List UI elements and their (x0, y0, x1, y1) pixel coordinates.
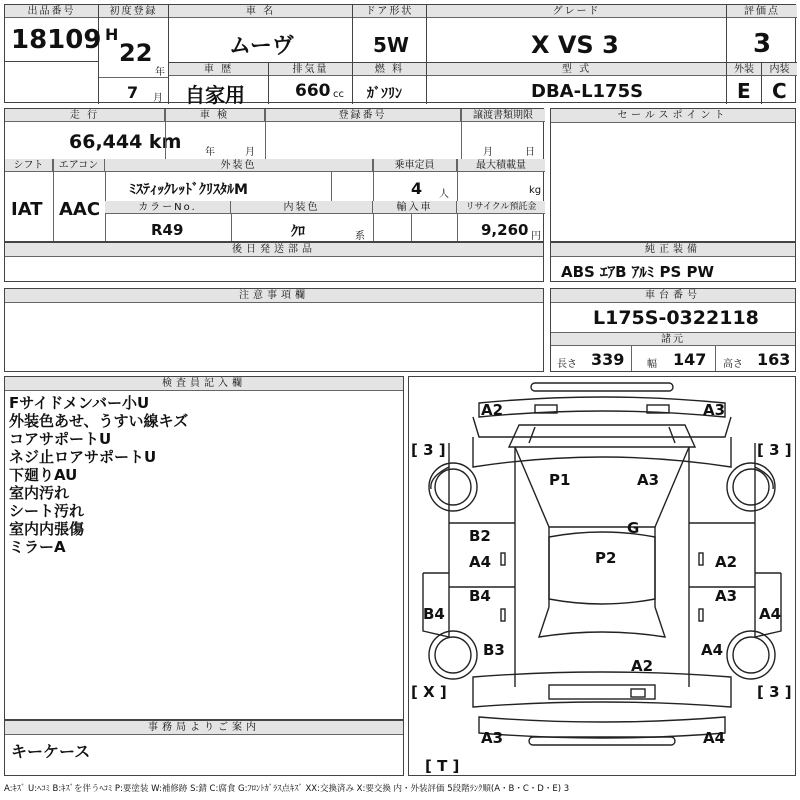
damage-bottom: [ T ] (425, 757, 460, 775)
equipment-label: 純正装備 (551, 243, 795, 257)
damage-a4-right: A4 (701, 641, 724, 659)
dims-label: 諸元 (551, 332, 795, 346)
remark-item: 室内汚れ (9, 484, 70, 502)
transfer-month-unit: 月 (483, 147, 493, 158)
damage-wheel-rr: [ 3 ] (757, 683, 792, 701)
int-grade-label: 内装 (762, 63, 797, 76)
import-label: 輸入車 (373, 201, 457, 214)
remark-item: Fサイドメンバー小U (9, 394, 150, 412)
colorno-label: カラーNo. (105, 201, 231, 214)
damage-wheel-rl: [ X ] (411, 683, 447, 701)
equipment: ABS ｴｱB ｱﾙﾐ PS PW (561, 263, 715, 281)
reg-month: 7 (127, 83, 139, 102)
history: 自家用 (185, 83, 245, 107)
regnum-label: 登録番号 (265, 109, 461, 122)
damage-wheel-fr: [ 3 ] (757, 441, 792, 459)
door-type: 5W (373, 33, 409, 57)
recycle-fee: 9,260 (481, 221, 529, 239)
height: 163 (757, 350, 791, 369)
chassis-box (550, 288, 796, 372)
interior-label: 内装色 (231, 201, 373, 214)
damage-a3-roof: A3 (637, 471, 660, 489)
chassis-number: L175S-0322118 (593, 307, 759, 329)
notes-label: 注意事項欄 (5, 289, 543, 303)
vehicle-detail-table (4, 108, 544, 242)
shift: IAT (11, 199, 43, 220)
sales-point-label: セールスポイント (551, 109, 795, 123)
color: ﾐｽﾃｨｯｸﾚｯﾄﾞｸﾘｽﾀﾙM (129, 182, 248, 198)
transfer-label: 譲渡書類期限 (461, 109, 545, 122)
remark-item: シート汚れ (9, 502, 85, 520)
door-label: ドア形状 (353, 5, 426, 18)
damage-front-left: A2 (481, 401, 504, 419)
color-label: 外装色 (105, 159, 373, 172)
remark-item: 外装色あせ、うすい線キズ (9, 412, 189, 430)
office-box (4, 720, 404, 776)
length: 339 (591, 350, 625, 369)
damage-a2-right: A2 (715, 553, 738, 571)
later-parts-label: 後日発送部品 (5, 243, 543, 257)
fuel: ｶﾞｿﾘﾝ (367, 86, 402, 102)
height-label: 高さ (723, 359, 743, 370)
chassis-label: 車台番号 (551, 289, 795, 303)
capacity-unit: 人 (439, 189, 449, 200)
ext-grade-label: 外装 (727, 63, 761, 76)
recycle-label: リサイクル預託金 (457, 201, 545, 214)
damage-a2-rear: A2 (631, 657, 654, 675)
month-unit: 月 (153, 93, 163, 104)
damage-b2: B2 (469, 527, 491, 545)
damage-rear-right: A4 (703, 729, 726, 747)
car-name: ムーヴ (229, 34, 294, 59)
insp-month-unit: 月 (245, 147, 255, 158)
inspector-box (4, 376, 404, 720)
score: 3 (753, 29, 772, 59)
remark-item: 室内内張傷 (9, 520, 85, 538)
equipment-box (550, 242, 796, 282)
damage-a4-left: A4 (469, 553, 492, 571)
legend: A:ｷｽﾞ U:ﾍｺﾐ B:ｷｽﾞを伴うﾍｺﾐ P:要塗装 W:補修跡 S:錆 C:腐食 G:ﾌﾛﾝﾄｶﾞﾗｽ点ｷｽﾞ XX:交換済み X:要交換 内・外装評価 5段階ﾗﾝｸ順(A・B・C・D・E) 3 (4, 784, 570, 794)
mileage-label: 走 行 (5, 109, 165, 122)
inspector-label: 検査員記入欄 (5, 377, 403, 391)
history-label: 車 歴 (169, 63, 268, 76)
reg-era: H (105, 25, 119, 44)
damage-front-right: A3 (703, 401, 726, 419)
ac-label: エアコン (53, 159, 105, 172)
remark-item: 下廻りAU (9, 466, 78, 484)
inspection-label: 車 検 (165, 109, 265, 122)
displacement-label: 排気量 (269, 63, 352, 76)
score-label: 評価点 (727, 5, 797, 18)
damage-wheel-fl: [ 3 ] (411, 441, 446, 459)
damage-rear-left: A3 (481, 729, 504, 747)
colorno: R49 (151, 221, 184, 239)
damage-p2: P2 (595, 549, 617, 567)
car-diagram (408, 376, 796, 776)
damage-g: G (627, 519, 640, 537)
damage-b3: B3 (483, 641, 505, 659)
interior-color: ｸﾛ (291, 224, 305, 240)
damage-b4-side: B4 (423, 605, 445, 623)
capacity-label: 乗車定員 (373, 159, 457, 172)
interior-unit: 系 (355, 231, 365, 242)
sales-point-box (550, 108, 796, 242)
insp-year-unit: 年 (205, 147, 215, 158)
width: 147 (673, 350, 707, 369)
model-code: DBA-L175S (531, 81, 644, 102)
notes-box (4, 288, 544, 372)
damage-a3-right: A3 (715, 587, 738, 605)
later-parts-box (4, 242, 544, 282)
remark-item: コアサポートU (9, 430, 112, 448)
damage-a4-side: A4 (759, 605, 782, 623)
reg-label: 初度登録 (99, 5, 168, 18)
mileage: 66,444 km (69, 131, 182, 153)
lot-number: 18109 (11, 25, 102, 55)
lot-label: 出品番号 (5, 5, 98, 18)
displacement: 660 (295, 81, 331, 101)
fuel-label: 燃 料 (353, 63, 426, 76)
reg-year: 22 (119, 39, 153, 67)
grade-label: グレード (427, 5, 726, 18)
width-label: 幅 (647, 359, 657, 370)
model-label: 型 式 (427, 63, 726, 76)
office-label: 事務局よりご案内 (5, 721, 403, 735)
int-grade: C (772, 79, 787, 103)
recycle-unit: 円 (531, 231, 541, 242)
remark-item: ネジ止ロアサポートU (9, 448, 157, 466)
length-label: 長さ (557, 359, 577, 370)
name-label: 車 名 (169, 5, 352, 18)
maxload-unit: kg (529, 185, 542, 196)
damage-p1: P1 (549, 471, 571, 489)
damage-b4-left: B4 (469, 587, 491, 605)
grade: X VS 3 (531, 31, 619, 59)
office-note: キーケース (11, 742, 91, 761)
year-unit: 年 (155, 67, 165, 78)
displacement-unit: cc (333, 89, 344, 100)
capacity: 4 (411, 179, 423, 198)
header-table (4, 4, 796, 107)
ext-grade: E (737, 79, 751, 103)
ac: AAC (59, 199, 101, 220)
remark-item: ミラーA (9, 538, 66, 556)
maxload-label: 最大積載量 (457, 159, 545, 172)
car-outline (409, 377, 795, 775)
shift-label: シフト (5, 159, 53, 172)
transfer-day-unit: 日 (525, 147, 535, 158)
